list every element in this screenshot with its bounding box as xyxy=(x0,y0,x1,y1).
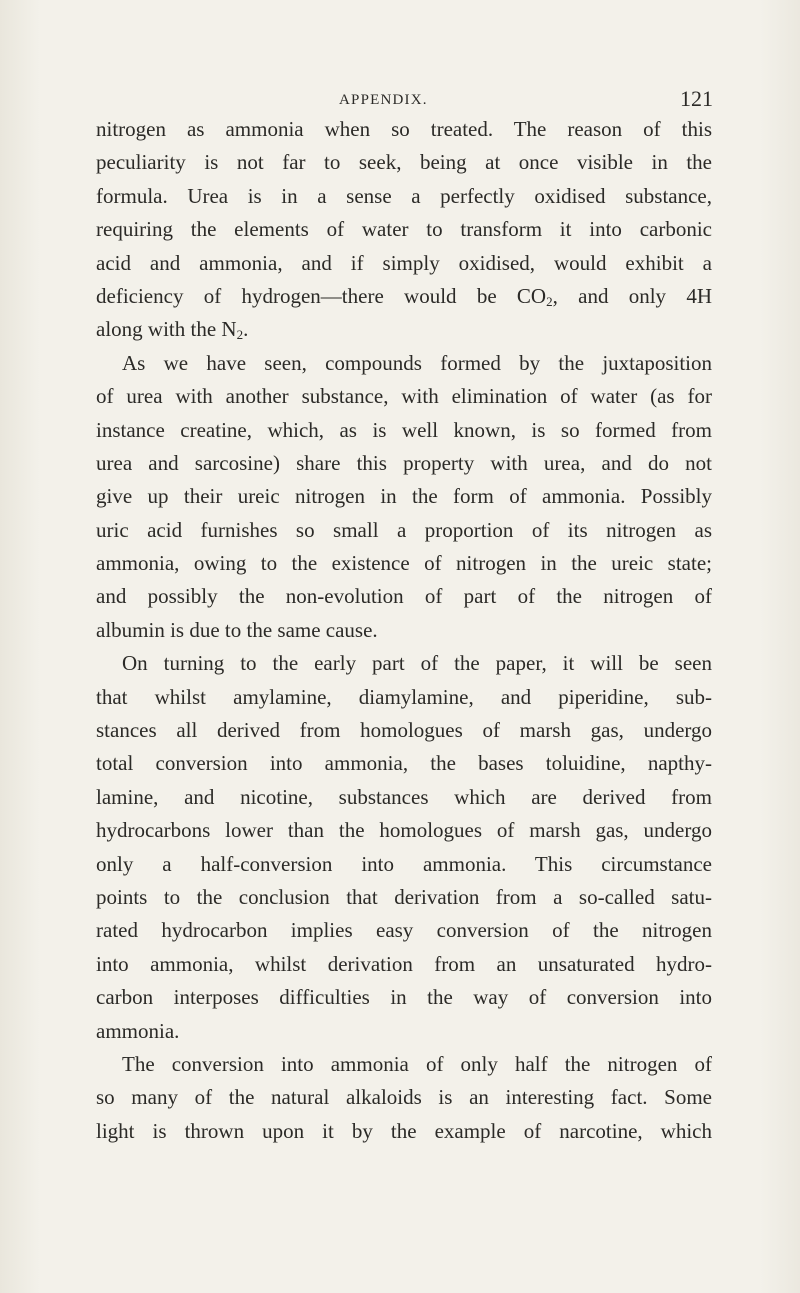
text-line: that whilst amylamine, diamylamine, and piperidine, sub- xyxy=(96,684,712,709)
text-line: On turning to the early part of the paper, it will be seen xyxy=(122,651,712,676)
text-line: nitrogen as ammonia when so treated. The reason of this xyxy=(96,117,712,141)
text-line: The conversion into ammonia of only half the nitrogen of xyxy=(122,1051,712,1076)
text-run: along with the N xyxy=(96,317,237,342)
page-header xyxy=(0,86,800,116)
text-line: into ammonia, whilst derivation from an unsaturated hydro- xyxy=(96,951,712,976)
text-run: . xyxy=(243,317,249,342)
text-line: rated hydrocarbon implies easy conversion of the nitrogen xyxy=(96,918,712,943)
text-line: give up their ureic nitrogen in the form of ammonia. Possibly xyxy=(96,484,712,509)
text-line: of urea with another substance, with elimination of water (as for xyxy=(96,384,712,409)
text-line: lamine, and nicotine, substances which are derived from xyxy=(96,784,712,809)
text-line: requiring the elements of water to transform it into carbonic xyxy=(96,217,712,242)
text-line: urea and sarcosine) share this property with urea, and do not xyxy=(96,450,712,475)
text-line: stances all derived from homologues of marsh gas, undergo xyxy=(96,718,712,743)
text-run: deficiency of hydrogen—there would be CO xyxy=(96,283,547,308)
text-line: peculiarity is not far to seek, being at once visible in the xyxy=(96,150,712,175)
text-line: only a half-conversion into ammonia. This circumstance xyxy=(96,851,712,876)
text-line: total conversion into ammonia, the bases toluidine, napthy- xyxy=(96,751,712,776)
running-head: APPENDIX. xyxy=(339,92,428,108)
text-line: so many of the natural alkaloids is an interesting fact. Some xyxy=(96,1085,712,1110)
text-line-formula xyxy=(96,280,712,313)
page-number: 121 xyxy=(680,86,713,111)
text-line: acid and ammonia, and if simply oxidised, would exhibit a xyxy=(96,250,712,275)
body-text xyxy=(96,113,712,1148)
text-line: ammonia. xyxy=(96,1018,180,1043)
text-line: instance creatine, which, as is well known, is so formed from xyxy=(96,417,712,442)
text-line-formula xyxy=(96,313,712,346)
text-line: formula. Urea is in a sense a perfectly oxidised substance, xyxy=(96,183,712,208)
text-line: ammonia, owing to the existence of nitrogen in the ureic state; xyxy=(96,551,712,576)
text-run: , and only 4H xyxy=(552,283,712,308)
text-line: points to the conclusion that derivation from a so-called satu- xyxy=(96,884,712,909)
subscript: 2 xyxy=(236,327,244,343)
text-line: and possibly the non-evolution of part of the nitrogen of xyxy=(96,584,712,609)
text-line: uric acid furnishes so small a proportion of its nitrogen as xyxy=(96,517,712,542)
text-line: light is thrown upon it by the example of narcotine, which xyxy=(96,1118,712,1143)
text-line: hydrocarbons lower than the homologues of marsh gas, undergo xyxy=(96,818,712,843)
text-line: As we have seen, compounds formed by the juxtaposition xyxy=(122,350,712,375)
text-line: albumin is due to the same cause. xyxy=(96,617,378,642)
subscript: 2 xyxy=(546,293,553,309)
text-line: carbon interposes difficulties in the way of conversion into xyxy=(96,985,712,1010)
